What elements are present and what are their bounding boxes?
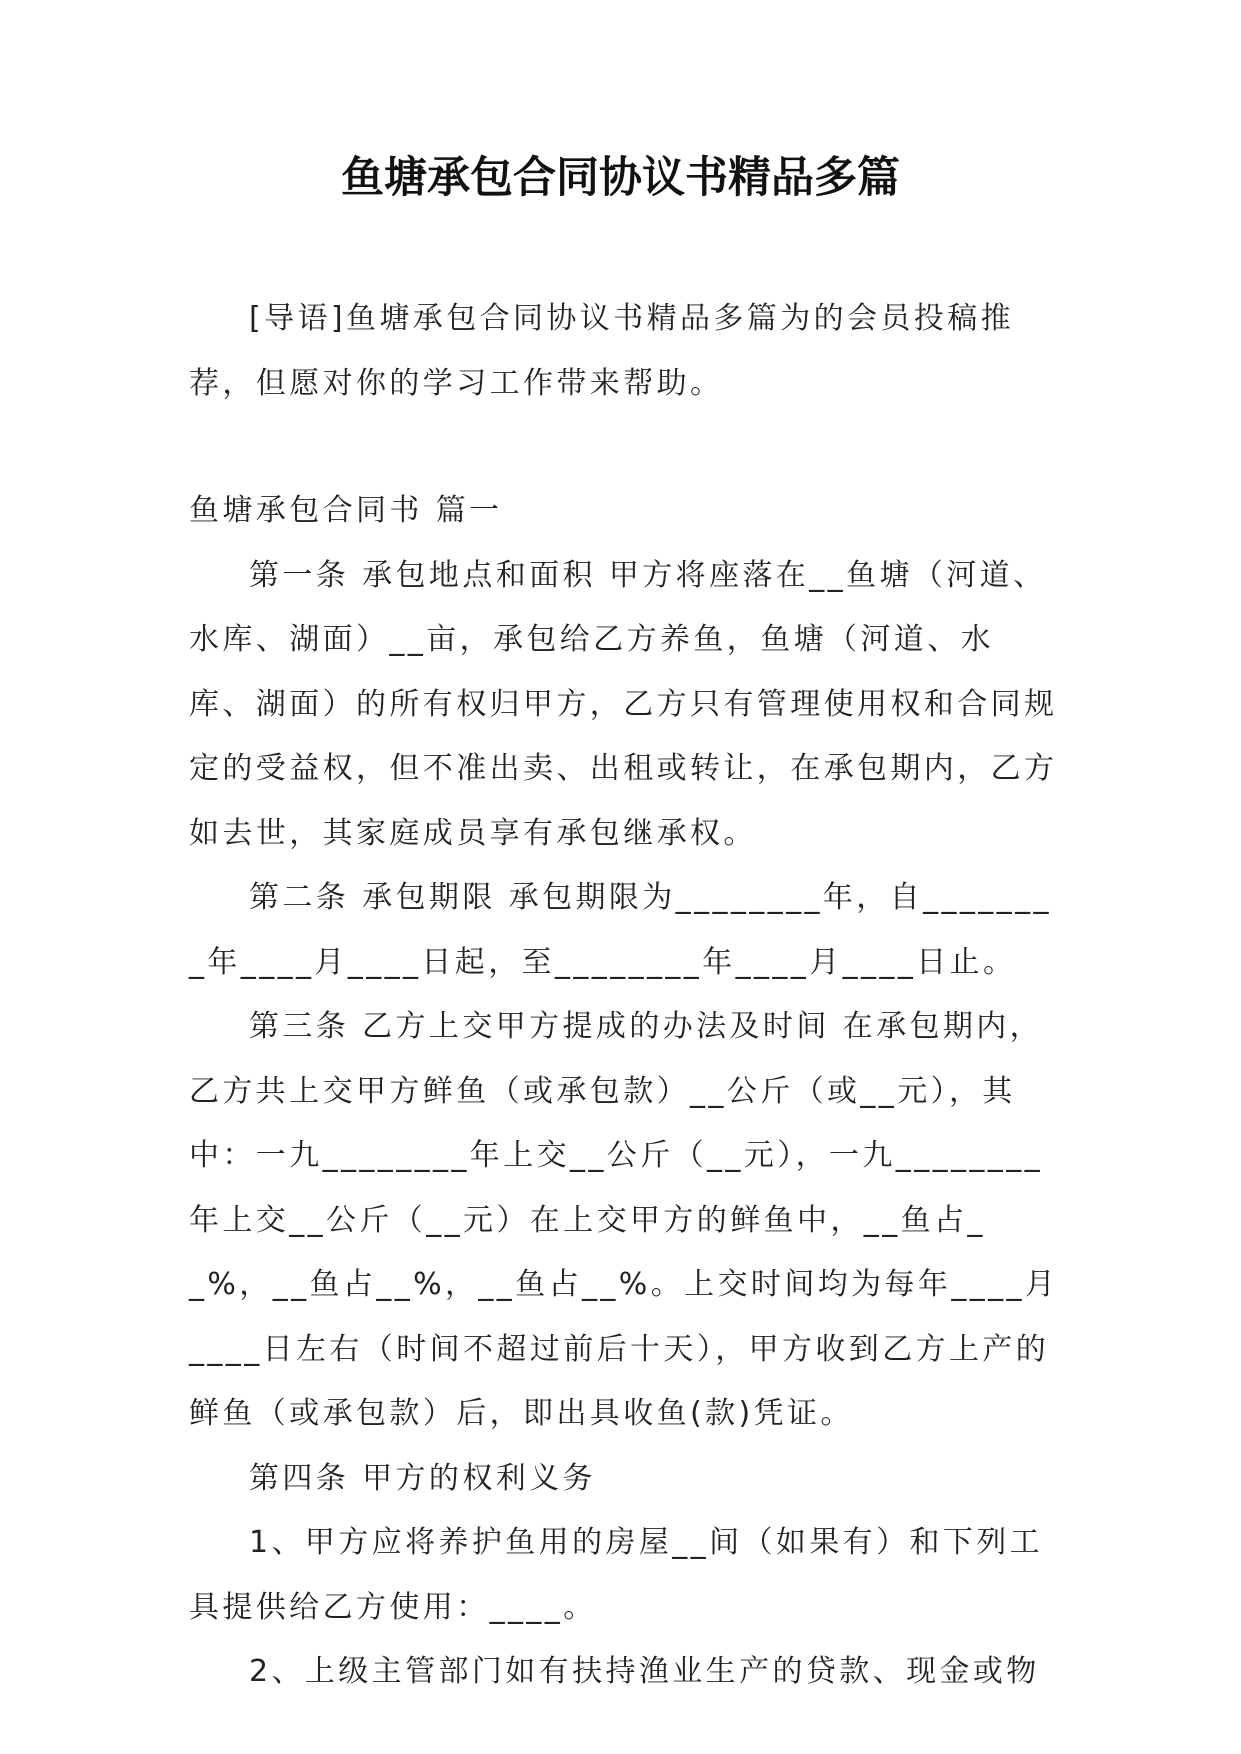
article-4-item-1: 1、甲方应将养护鱼用的房屋__间（如果有）和下列工具提供给乙方使用：____。 (189, 1525, 1044, 1625)
intro-paragraph: [导语]鱼塘承包合同协议书精品多篇为的会员投稿推荐，但愿对你的学习工作带来帮助。 (189, 301, 1015, 401)
article-4-item-2: 2、上级主管部门如有扶持渔业生产的贷款、现金或物 (249, 1654, 1040, 1689)
article-2-paragraph: 第二条 承包期限 承包期限为________年，自________年____月____日起，至________年____月____日止。 (189, 880, 1052, 980)
document-body (189, 287, 1059, 1705)
paragraph-gap (189, 416, 1059, 479)
section-heading: 鱼塘承包合同书 篇一 (189, 493, 503, 528)
article-4-heading: 第四条 甲方的权利义务 (249, 1460, 596, 1496)
article-1-paragraph: 第一条 承包地点和面积 甲方将座落在__鱼塘（河道、水库、湖面）__亩，承包给乙方养鱼，鱼塘（河道、水库、湖面）的所有权归甲方，乙方只有管理使用权和合同规定的受益权，但不准出卖、出租或转让，在承包期内，乙方如去世，其家庭成员享有承包继承权。 (189, 557, 1058, 851)
document-title: 鱼塘承包合同协议书精品多篇 (341, 153, 900, 203)
article-3-paragraph: 第三条 乙方上交甲方提成的办法及时间 在承包期内，乙方共上交甲方鲜鱼（或承包款）__公斤（或__元），其中：一九________年上交__公斤（__元），一九________年上交__公斤（__元）在上交甲方的鲜鱼中，__鱼占__%，__鱼占__%，__鱼占__%。上交时间均为每年____月____日左右（时间不超过前后十天），甲方收到乙方上产的鲜鱼（或承包款）后，即出具收鱼(款)凭证。 (189, 1009, 1059, 1431)
